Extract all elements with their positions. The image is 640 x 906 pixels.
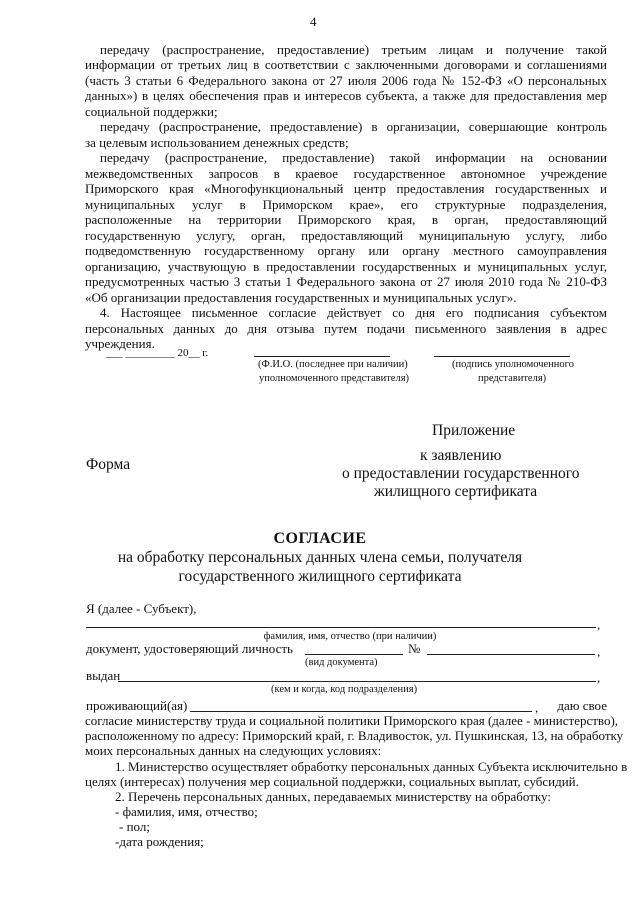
body-line: согласие министерству труда и социальной политики Приморского края (далее - министерство), (85, 713, 619, 728)
document-label: документ, удостоверяющий личность (86, 641, 293, 656)
body-line: целях (интересах) получения мер социальной поддержки, социальных выплат, субсидий. (85, 774, 579, 789)
residing-label: проживающий(ая) (86, 698, 188, 713)
consent-line: передачу (распространение, предоставление) третьим лицам и получение такой (100, 42, 607, 57)
give-consent-text: даю свое (557, 698, 607, 713)
number-sign: № (408, 641, 421, 656)
fio-field-caption: фамилия, имя, отчество (при наличии) (263, 631, 437, 642)
form-label: Форма (86, 456, 131, 473)
appendix-line: о предоставлении государственного (342, 465, 580, 482)
consent-line: организацию, участвующую в предоставлении государственных и муниципальных услуг, (85, 259, 607, 274)
consent-line: за целевым использованием денежных средств; (85, 135, 349, 150)
document-type-line[interactable] (305, 654, 403, 655)
consent-line: предусмотренных частью 3 статьи 1 Федерального закона от 27 июля 2010 года № 210-ФЗ (85, 274, 607, 289)
consent-line: социальной поддержки; (85, 104, 218, 119)
body-line: 2. Перечень персональных данных, передаваемых министерству на обработку: (115, 789, 551, 804)
document-number-line[interactable] (427, 654, 595, 655)
consent-line: информации от третьих лиц в соответствии с заключенными договорами и соглашениями (85, 57, 607, 72)
comma: , (597, 670, 601, 685)
consent-line: Приморского края «Многофункциональный центр предоставления государственных и (85, 181, 607, 196)
body-line: моих персональных данных на следующих условиях: (85, 743, 382, 758)
consent-title: СОГЛАСИЕ (273, 530, 367, 547)
signature-caption: (подпись уполномоченного (452, 359, 574, 370)
consent-line: (часть 3 статьи 6 Федерального закона от 27 июля 2006 года № 152-ФЗ «О персональных (85, 73, 607, 88)
consent-line: «Об организации предоставления государственных и муниципальных услуг». (85, 290, 517, 305)
issued-label: выдан (86, 668, 121, 683)
list-item: -дата рождения; (115, 834, 204, 849)
appendix-line: к заявлению (420, 447, 502, 464)
issued-caption: (кем и когда, код подразделения) (271, 684, 418, 695)
signature-line (434, 356, 570, 357)
consent-line: передачу (распространение, предоставление) такой информации на основании (100, 150, 607, 165)
consent-line: передачу (распространение, предоставление) в организации, совершающие контроль (100, 119, 607, 134)
consent-line: 4. Настоящее письменное согласие действует со дня его подписания субъектом (100, 305, 607, 320)
list-item: - пол; (119, 819, 150, 834)
fio-input-line[interactable] (86, 627, 596, 628)
consent-line: муниципальных услуг в Приморском крае», его структурные подразделения, (85, 197, 607, 212)
fio-signature-line (254, 356, 390, 357)
appendix-line: жилищного сертификата (374, 483, 538, 500)
date-placeholder: ___ _________ 20__ г. (106, 347, 209, 359)
consent-line: подведомственную государственному органу или органу местного самоуправления (85, 243, 607, 258)
body-line: расположенному по адресу: Приморский край, г. Владивосток, ул. Пушкинская, 13, на обработку (85, 728, 624, 743)
body-line: 1. Министерство осуществляет обработку персональных данных Субъекта исключительно в (115, 759, 628, 774)
comma: , (597, 617, 601, 632)
consent-line: учреждения. (85, 336, 155, 351)
subject-intro: Я (далее - Субъект), (86, 601, 197, 616)
page-number: 4 (310, 14, 317, 29)
signature-caption: представителя) (478, 373, 547, 384)
consent-subtitle: государственного жилищного сертификата (178, 568, 462, 585)
list-item: - фамилия, имя, отчество; (115, 804, 258, 819)
consent-line: персональных данных до дня отзыва путем подачи письменного заявления в адрес (85, 321, 607, 336)
issued-input-line[interactable] (118, 681, 596, 682)
fio-caption: уполномоченного представителя) (259, 373, 410, 384)
consent-line: расположенные на территории Приморского края, в орган, предоставляющий (85, 212, 607, 227)
consent-line: государственную услугу, орган, предоставляющий муниципальную услугу, либо (85, 228, 607, 243)
fio-caption: (Ф.И.О. (последнее при наличии) (258, 359, 408, 370)
appendix-title: Приложение (432, 422, 516, 439)
comma: , (535, 700, 539, 715)
comma: , (597, 644, 601, 659)
document-caption: (вид документа) (305, 657, 378, 668)
consent-line: данных») в целях обеспечения прав и интересов субъекта, а также для предоставления мер (85, 88, 607, 103)
consent-line: межведомственных запросов в краевое государственное автономное учреждение (85, 166, 607, 181)
consent-subtitle: на обработку персональных данных члена семьи, получателя (117, 549, 523, 566)
